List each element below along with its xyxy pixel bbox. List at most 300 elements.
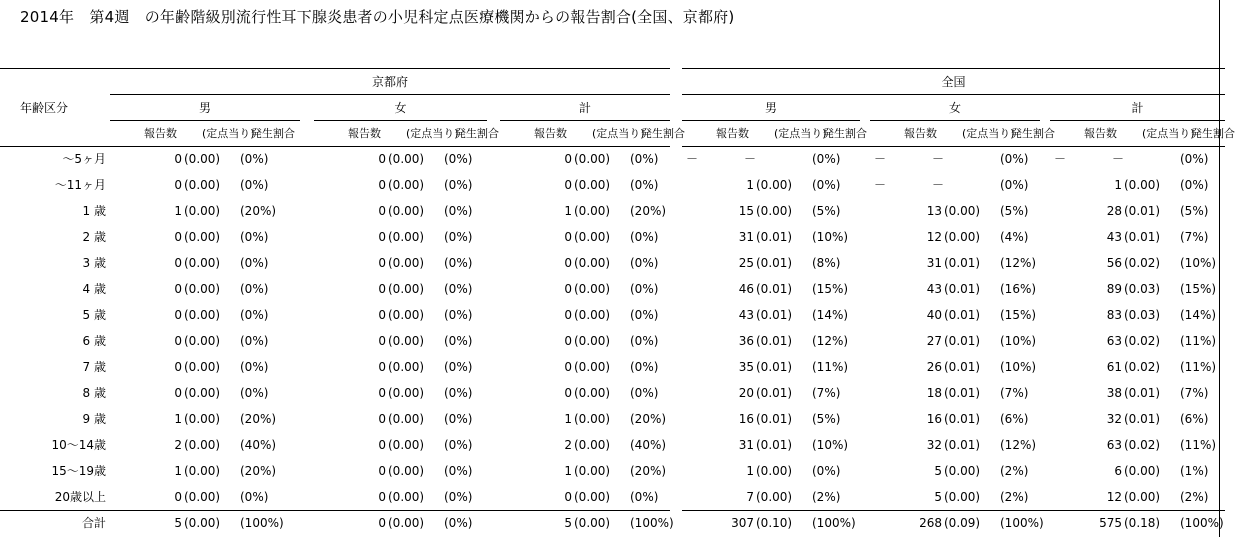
table-row-count: 15: [738, 204, 754, 218]
table-row-count: 12: [1106, 490, 1122, 504]
table-row-per-sentinel: －: [932, 178, 945, 192]
table-row-count: －: [686, 152, 699, 166]
table-row-per-sentinel: (0.00): [388, 438, 425, 452]
table-row-rate: (1%): [1180, 464, 1209, 478]
table-row-count: 0: [378, 334, 386, 348]
header-bottom-rule-right: [682, 146, 1225, 147]
table-row-per-sentinel: (0.00): [388, 334, 425, 348]
table-row-count: 31: [926, 256, 942, 270]
table-row-age-label: 4 歳: [82, 282, 106, 296]
table-row-per-sentinel: (0.02): [1124, 334, 1161, 348]
table-row-per-sentinel: (0.01): [756, 360, 793, 374]
table-row-count: 0: [564, 386, 572, 400]
table-row-rate: (10%): [812, 438, 849, 452]
table-row-rate: (15%): [812, 282, 849, 296]
total-row-per-sentinel: (0.18): [1124, 516, 1161, 530]
table-row-rate: (0%): [812, 464, 841, 478]
table-row-count: 61: [1106, 360, 1122, 374]
table-row-rate: (20%): [630, 464, 667, 478]
table-row-count: 0: [378, 386, 386, 400]
table-row-rate: (10%): [812, 230, 849, 244]
table-row-count: 0: [564, 308, 572, 322]
table-row-rate: (0%): [444, 178, 473, 192]
table-row-count: 46: [738, 282, 754, 296]
table-row-rate: (0%): [444, 204, 473, 218]
subheader-count: 報告数: [348, 127, 381, 140]
table-row-rate: (20%): [240, 412, 277, 426]
table-row-count: 56: [1106, 256, 1122, 270]
table-row-count: 0: [378, 152, 386, 166]
table-row-per-sentinel: (0.00): [574, 256, 611, 270]
table-row-count: 0: [378, 178, 386, 192]
table-row-count: 0: [378, 438, 386, 452]
table-row-count: 0: [378, 490, 386, 504]
page-title: 2014年 第4週 の年齢階級別流行性耳下腺炎患者の小児科定点医療機関からの報告割合(全国、京都府): [20, 8, 735, 26]
table-row-per-sentinel: (0.02): [1124, 360, 1161, 374]
table-row-count: 31: [738, 438, 754, 452]
right-border: [1219, 0, 1220, 537]
table-row-count: 31: [738, 230, 754, 244]
table-row-count: 13: [926, 204, 942, 218]
table-row-count: 0: [174, 256, 182, 270]
table-row-count: 26: [926, 360, 942, 374]
table-row-rate: (0%): [1000, 152, 1029, 166]
table-row-per-sentinel: (0.00): [388, 360, 425, 374]
table-row-count: 89: [1106, 282, 1122, 296]
table-row-rate: (15%): [1180, 282, 1217, 296]
table-row-count: 1: [174, 464, 182, 478]
table-row-per-sentinel: (0.01): [1124, 204, 1161, 218]
region-underline: [682, 94, 1225, 95]
table-row-count: 1: [174, 204, 182, 218]
table-row-rate: (0%): [444, 230, 473, 244]
table-row-rate: (12%): [1000, 438, 1037, 452]
table-row-rate: (20%): [240, 464, 277, 478]
table-row-rate: (0%): [630, 178, 659, 192]
table-row-count: 0: [564, 282, 572, 296]
total-row-rate: (100%): [812, 516, 856, 530]
table-row-per-sentinel: (0.00): [574, 308, 611, 322]
table-row-age-label: 7 歳: [82, 360, 106, 374]
table-row-count: 0: [378, 464, 386, 478]
subheader-count: 報告数: [144, 127, 177, 140]
table-row-rate: (0%): [444, 490, 473, 504]
table-row-rate: (0%): [444, 464, 473, 478]
table-row-rate: (0%): [1180, 178, 1209, 192]
table-row-rate: (10%): [1180, 256, 1217, 270]
table-row-rate: (0%): [444, 360, 473, 374]
table-row-per-sentinel: (0.00): [944, 490, 981, 504]
table-row-count: 28: [1106, 204, 1122, 218]
table-row-count: 2: [174, 438, 182, 452]
table-row-count: 18: [926, 386, 942, 400]
table-row-per-sentinel: (0.01): [756, 412, 793, 426]
table-row-per-sentinel: (0.00): [944, 204, 981, 218]
table-row-per-sentinel: (0.00): [388, 282, 425, 296]
table-row-per-sentinel: (0.01): [944, 256, 981, 270]
table-row-per-sentinel: (0.00): [574, 178, 611, 192]
sex-header: 計: [1131, 101, 1144, 115]
table-row-age-label: 6 歳: [82, 334, 106, 348]
table-row-rate: (6%): [1000, 412, 1029, 426]
total-row-rate: (0%): [444, 516, 473, 530]
table-row-rate: (2%): [812, 490, 841, 504]
table-row-rate: (8%): [812, 256, 841, 270]
table-row-rate: (0%): [240, 360, 269, 374]
header-bottom-rule-left: [0, 146, 670, 147]
table-row-count: 0: [564, 360, 572, 374]
table-row-rate: (40%): [630, 438, 667, 452]
subheader-count: 報告数: [716, 127, 749, 140]
subheader-count: 報告数: [1084, 127, 1117, 140]
table-row-rate: (20%): [240, 204, 277, 218]
subheader-count: 報告数: [904, 127, 937, 140]
table-row-count: 1: [564, 204, 572, 218]
table-row-per-sentinel: (0.00): [388, 464, 425, 478]
table-row-count: 5: [934, 490, 942, 504]
table-row-rate: (4%): [1000, 230, 1029, 244]
table-row-count: 0: [564, 152, 572, 166]
table-row-per-sentinel: (0.00): [756, 490, 793, 504]
table-row-count: 25: [738, 256, 754, 270]
table-row-per-sentinel: (0.01): [756, 256, 793, 270]
table-row-count: 43: [1106, 230, 1122, 244]
table-row-count: 1: [746, 178, 754, 192]
table-row-rate: (0%): [444, 282, 473, 296]
table-row-per-sentinel: (0.01): [756, 282, 793, 296]
table-row-age-label: 20歳以上: [54, 490, 106, 504]
table-row-rate: (7%): [1180, 386, 1209, 400]
table-row-count: 0: [174, 386, 182, 400]
table-row-count: 20: [738, 386, 754, 400]
table-row-per-sentinel: (0.00): [184, 204, 221, 218]
table-row-per-sentinel: (0.01): [944, 334, 981, 348]
table-row-per-sentinel: (0.00): [944, 464, 981, 478]
total-row-per-sentinel: (0.10): [756, 516, 793, 530]
table-row-per-sentinel: (0.00): [574, 412, 611, 426]
table-row-rate: (20%): [630, 204, 667, 218]
region-header: 京都府: [371, 75, 409, 89]
table-row-count: 0: [564, 334, 572, 348]
sex-header: 女: [948, 101, 962, 115]
table-row-per-sentinel: (0.00): [574, 334, 611, 348]
table-row-per-sentinel: (0.00): [574, 386, 611, 400]
table-row-rate: (0%): [630, 282, 659, 296]
table-row-rate: (10%): [1000, 360, 1037, 374]
table-row-age-label: 8 歳: [82, 386, 106, 400]
table-row-count: 43: [738, 308, 754, 322]
sex-underline: [314, 120, 487, 121]
total-row-count: 5: [564, 516, 572, 530]
table-row-count: 1: [1114, 178, 1122, 192]
table-row-per-sentinel: (0.00): [756, 464, 793, 478]
table-row-rate: (0%): [630, 334, 659, 348]
table-row-per-sentinel: (0.01): [1124, 412, 1161, 426]
table-row-per-sentinel: (0.00): [574, 204, 611, 218]
table-row-rate: (0%): [630, 386, 659, 400]
table-row-per-sentinel: (0.00): [574, 152, 611, 166]
total-row-per-sentinel: (0.09): [944, 516, 981, 530]
table-row-rate: (11%): [1180, 438, 1217, 452]
table-row-rate: (40%): [240, 438, 277, 452]
total-row-rate: (100%): [1000, 516, 1044, 530]
table-row-count: 1: [746, 464, 754, 478]
table-row-rate: (0%): [240, 282, 269, 296]
table-row-per-sentinel: (0.00): [388, 152, 425, 166]
table-row-rate: (12%): [812, 334, 849, 348]
table-row-per-sentinel: (0.00): [1124, 178, 1161, 192]
table-row-rate: (0%): [240, 178, 269, 192]
table-row-per-sentinel: (0.00): [184, 230, 221, 244]
age-group-header: 年齢区分: [20, 101, 69, 115]
table-row-rate: (0%): [444, 334, 473, 348]
total-row-rate: (100%): [240, 516, 284, 530]
table-row-per-sentinel: －: [1112, 152, 1125, 166]
table-row-per-sentinel: (0.00): [388, 386, 425, 400]
table-row-per-sentinel: (0.00): [574, 464, 611, 478]
table-row-rate: (0%): [444, 152, 473, 166]
table-row-per-sentinel: (0.00): [184, 412, 221, 426]
table-row-rate: (0%): [444, 386, 473, 400]
table-row-rate: (14%): [1180, 308, 1217, 322]
table-row-count: 0: [378, 308, 386, 322]
table-row-rate: (2%): [1000, 490, 1029, 504]
table-row-rate: (20%): [630, 412, 667, 426]
table-row-per-sentinel: (0.01): [944, 282, 981, 296]
table-row-rate: (15%): [1000, 308, 1037, 322]
table-row-count: 1: [564, 412, 572, 426]
table-row-per-sentinel: (0.00): [184, 282, 221, 296]
region-underline: [110, 94, 670, 95]
table-row-rate: (7%): [1180, 230, 1209, 244]
table-row-per-sentinel: (0.00): [574, 282, 611, 296]
table-row-per-sentinel: (0.00): [388, 412, 425, 426]
table-row-count: 0: [174, 282, 182, 296]
table-row-count: 36: [738, 334, 754, 348]
sex-underline: [1050, 120, 1225, 121]
table-row-rate: (7%): [812, 386, 841, 400]
table-row-per-sentinel: (0.00): [184, 438, 221, 452]
table-row-count: 43: [926, 282, 942, 296]
table-row-age-label: ～11ヶ月: [54, 178, 106, 192]
table-row-count: 32: [1106, 412, 1122, 426]
table-row-per-sentinel: (0.00): [574, 230, 611, 244]
table-row-count: 0: [564, 490, 572, 504]
table-row-per-sentinel: (0.01): [944, 308, 981, 322]
total-rule-left: [0, 510, 670, 511]
sex-header: 男: [764, 101, 778, 115]
table-row-per-sentinel: (0.00): [574, 490, 611, 504]
table-row-per-sentinel: (0.03): [1124, 308, 1161, 322]
total-row-age-label: 合計: [81, 516, 106, 530]
sex-underline: [870, 120, 1040, 121]
table-row-per-sentinel: (0.00): [388, 256, 425, 270]
table-row-age-label: 9 歳: [82, 412, 106, 426]
table-row-count: 0: [174, 178, 182, 192]
table-row-count: 2: [564, 438, 572, 452]
table-row-per-sentinel: (0.01): [944, 412, 981, 426]
top-rule-left: [0, 68, 670, 69]
table-row-rate: (0%): [240, 386, 269, 400]
table-row-count: 1: [564, 464, 572, 478]
table-row-per-sentinel: (0.00): [184, 308, 221, 322]
subheader-per-sentinel: (定点当り): [962, 127, 1015, 140]
table-row-rate: (0%): [240, 334, 269, 348]
table-row-per-sentinel: (0.02): [1124, 256, 1161, 270]
subheader-per-sentinel: (定点当り): [774, 127, 827, 140]
total-row-count: 575: [1099, 516, 1122, 530]
table-row-rate: (2%): [1180, 490, 1209, 504]
table-row-age-label: ～5ヶ月: [62, 152, 106, 166]
sex-header: 計: [578, 101, 592, 115]
table-row-rate: (16%): [1000, 282, 1037, 296]
table-row-rate: (7%): [1000, 386, 1029, 400]
total-row-count: 268: [919, 516, 942, 530]
table-row-per-sentinel: (0.03): [1124, 282, 1161, 296]
total-row-count: 0: [378, 516, 386, 530]
table-row-per-sentinel: (0.01): [944, 438, 981, 452]
table-row-per-sentinel: (0.00): [184, 386, 221, 400]
table-row-count: 0: [564, 230, 572, 244]
table-row-rate: (0%): [630, 490, 659, 504]
table-row-rate: (0%): [240, 490, 269, 504]
table-row-rate: (12%): [1000, 256, 1037, 270]
table-row-per-sentinel: (0.00): [184, 490, 221, 504]
subheader-rate: 発生割合: [251, 127, 295, 140]
table-row-per-sentinel: (0.00): [574, 438, 611, 452]
table-row-count: 16: [738, 412, 754, 426]
table-row-rate: (0%): [630, 256, 659, 270]
table-row-per-sentinel: (0.01): [944, 386, 981, 400]
table-row-count: 0: [174, 308, 182, 322]
table-row-per-sentinel: (0.00): [388, 230, 425, 244]
table-row-per-sentinel: (0.02): [1124, 438, 1161, 452]
total-row-rate: (100%): [630, 516, 674, 530]
table-row-age-label: 10～14歳: [51, 438, 106, 452]
table-row-rate: (0%): [630, 360, 659, 374]
table-row-count: 35: [738, 360, 754, 374]
table-row-rate: (0%): [630, 308, 659, 322]
table-row-count: 0: [174, 152, 182, 166]
table-row-count: 0: [378, 256, 386, 270]
table-row-rate: (0%): [444, 412, 473, 426]
table-row-rate: (2%): [1000, 464, 1029, 478]
table-row-rate: (14%): [812, 308, 849, 322]
table-row-age-label: 2 歳: [82, 230, 106, 244]
table-row-per-sentinel: (0.01): [756, 386, 793, 400]
table-row-per-sentinel: (0.00): [184, 360, 221, 374]
table-row-per-sentinel: (0.00): [388, 490, 425, 504]
subheader-rate: 発生割合: [823, 127, 867, 140]
table-row-per-sentinel: (0.00): [388, 308, 425, 322]
table-row-rate: (11%): [812, 360, 849, 374]
subheader-per-sentinel: (定点当り): [1142, 127, 1195, 140]
table-row-count: 0: [378, 282, 386, 296]
table-row-count: －: [874, 152, 887, 166]
subheader-count: 報告数: [534, 127, 567, 140]
table-row-count: 38: [1106, 386, 1122, 400]
table-row-rate: (5%): [1000, 204, 1029, 218]
table-row-per-sentinel: (0.00): [574, 360, 611, 374]
table-row-rate: (5%): [1180, 204, 1209, 218]
table-row-per-sentinel: －: [744, 152, 757, 166]
table-row-per-sentinel: (0.00): [944, 230, 981, 244]
sex-underline: [682, 120, 860, 121]
table-row-count: 0: [378, 230, 386, 244]
table-row-count: －: [1054, 152, 1067, 166]
sex-underline: [110, 120, 300, 121]
table-row-per-sentinel: (0.00): [1124, 490, 1161, 504]
table-row-rate: (6%): [1180, 412, 1209, 426]
table-row-rate: (0%): [812, 178, 841, 192]
table-row-rate: (0%): [240, 152, 269, 166]
table-row-rate: (0%): [630, 230, 659, 244]
table-row-count: 0: [378, 412, 386, 426]
total-row-per-sentinel: (0.00): [574, 516, 611, 530]
table-row-per-sentinel: (0.00): [184, 152, 221, 166]
total-row-count: 5: [174, 516, 182, 530]
table-row-count: 0: [564, 178, 572, 192]
top-rule-right: [682, 68, 1225, 69]
table-row-count: 16: [926, 412, 942, 426]
table-row-count: 7: [746, 490, 754, 504]
table-row-rate: (5%): [812, 204, 841, 218]
table-row-count: 0: [174, 490, 182, 504]
table-row-rate: (0%): [812, 152, 841, 166]
table-row-per-sentinel: (0.00): [756, 178, 793, 192]
table-row-rate: (0%): [444, 438, 473, 452]
sex-header: 男: [198, 101, 212, 115]
total-row-per-sentinel: (0.00): [388, 516, 425, 530]
table-row-count: 0: [174, 230, 182, 244]
table-row-count: 0: [378, 360, 386, 374]
table-row-rate: (5%): [812, 412, 841, 426]
table-row-age-label: 5 歳: [82, 308, 106, 322]
table-row-rate: (0%): [240, 256, 269, 270]
table-row-per-sentinel: (0.01): [756, 230, 793, 244]
table-row-per-sentinel: (0.01): [1124, 386, 1161, 400]
table-row-count: 6: [1114, 464, 1122, 478]
table-row-count: 0: [174, 360, 182, 374]
table-row-per-sentinel: (0.00): [388, 178, 425, 192]
table-row-rate: (10%): [1000, 334, 1037, 348]
table-row-per-sentinel: (0.01): [1124, 230, 1161, 244]
table-row-rate: (0%): [444, 308, 473, 322]
table-row-age-label: 3 歳: [82, 256, 106, 270]
region-header: 全国: [941, 75, 966, 89]
subheader-per-sentinel: (定点当り): [202, 127, 255, 140]
table-row-count: 5: [934, 464, 942, 478]
total-row-rate: (100%): [1180, 516, 1224, 530]
table-row-per-sentinel: (0.01): [756, 438, 793, 452]
table-row-rate: (0%): [240, 308, 269, 322]
sex-header: 女: [394, 101, 407, 115]
table-row-per-sentinel: (0.00): [184, 334, 221, 348]
table-row-count: 1: [174, 412, 182, 426]
table-row-rate: (0%): [1000, 178, 1029, 192]
table-row-per-sentinel: －: [932, 152, 945, 166]
table-row-count: 0: [378, 204, 386, 218]
table-row-per-sentinel: (0.01): [756, 334, 793, 348]
table-row-per-sentinel: (0.00): [388, 204, 425, 218]
subheader-rate: 発生割合: [1191, 127, 1235, 140]
table-row-count: 0: [564, 256, 572, 270]
table-row-count: 83: [1106, 308, 1122, 322]
subheader-rate: 発生割合: [1011, 127, 1055, 140]
table-row-count: 27: [926, 334, 942, 348]
table-row-count: 63: [1106, 438, 1122, 452]
table-row-per-sentinel: (0.00): [184, 464, 221, 478]
